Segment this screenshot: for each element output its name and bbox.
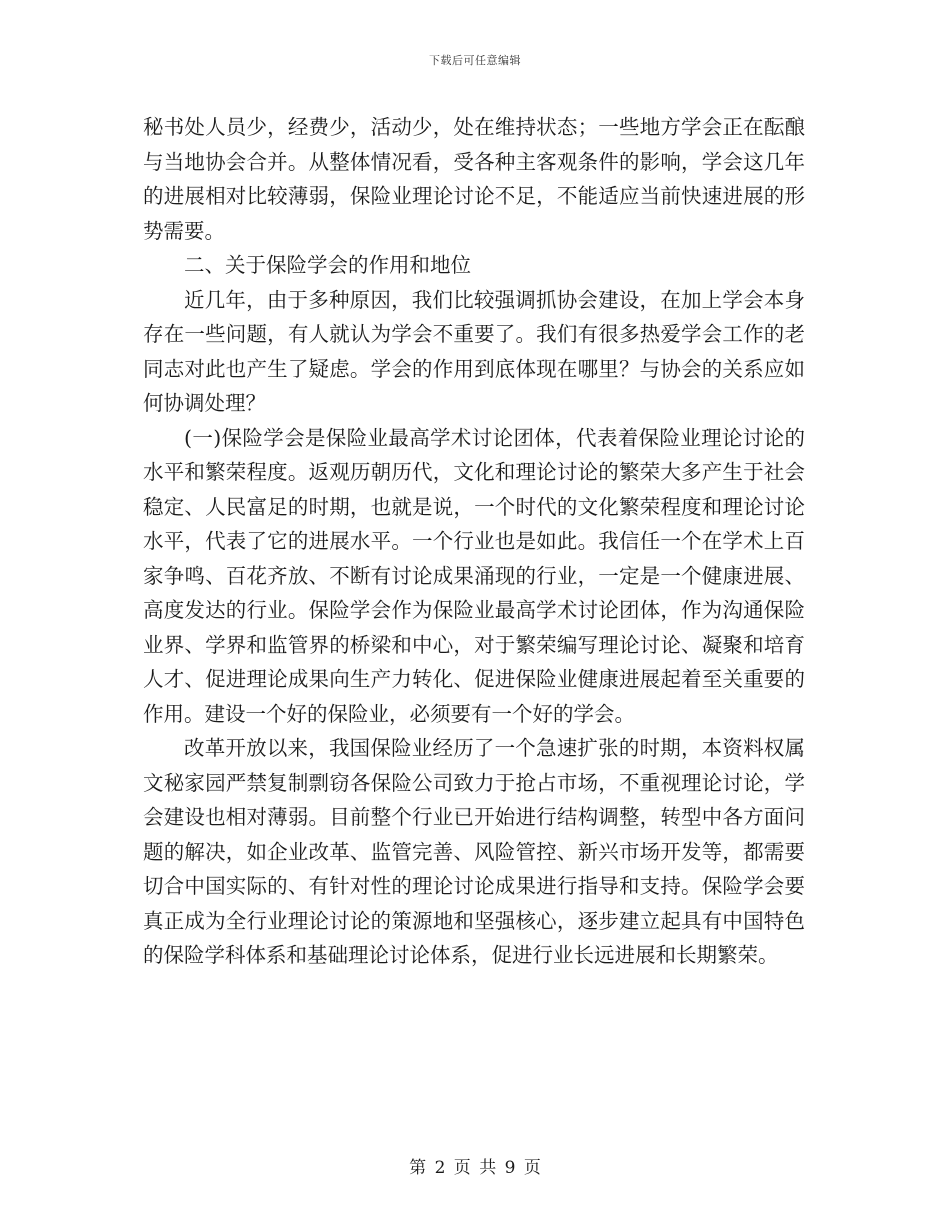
- paragraph: 近几年，由于多种原因，我们比较强调抓协会建设，在加上学会本身存在一些问题，有人就认为学会不重要了。我们有很多热爱学会工作的老同志对此也产生了疑虑。学会的作用到底体现在哪里？与协会的关系应如何协调处理？: [143, 287, 805, 415]
- section-heading: 二、关于保险学会的作用和地位: [184, 253, 471, 277]
- page-number: 第 2 页 共 9 页: [409, 1158, 541, 1178]
- paragraph: 改革开放以来，我国保险业经历了一个急速扩张的时期，本资料权属文秘家园严禁复制剽窃各保险公司致力于抢占市场，不重视理论讨论，学会建设也相对薄弱。目前整个行业已开始进行结构调整，转型中各方面问题的解决，如企业改革、监管完善、风险管控、新兴市场开发等，都需要切合中国实际的、有针对性的理论讨论成果进行指导和支持。保险学会要真正成为全行业理论讨论的策源地和坚强核心，逐步建立起具有中国特色的保险学科体系和基础理论讨论体系，促进行业长远进展和长期繁荣。: [143, 736, 805, 967]
- paragraph: (一)保险学会是保险业最高学术讨论团体，代表着保险业理论讨论的水平和繁荣程度。返观历朝历代，文化和理论讨论的繁荣大多产生于社会稳定、人民富足的时期，也就是说，一个时代的文化繁荣程度和理论讨论水平，代表了它的进展水平。一个行业也是如此。我信任一个在学术上百家争鸣、百花齐放、不断有讨论成果涌现的行业，一定是一个健康进展、高度发达的行业。保险学会作为保险业最高学术讨论团体，作为沟通保险业界、学界和监管界的桥梁和中心，对于繁荣编写理论讨论、凝聚和培育人才、促进理论成果向生产力转化、促进保险业健康进展起着至关重要的作用。建设一个好的保险业，必须要有一个好的学会。: [143, 425, 805, 726]
- document-body: [143, 110, 805, 973]
- paragraph-continuation: 秘书处人员少，经费少，活动少，处在维持状态；一些地方学会正在酝酿与当地协会合并。从整体情况看，受各种主客观条件的影响，学会这几年的进展相对比较薄弱，保险业理论讨论不足，不能适应当前快速进展的形势需要。: [143, 115, 805, 243]
- page-header: 下载后可任意编辑: [429, 54, 521, 67]
